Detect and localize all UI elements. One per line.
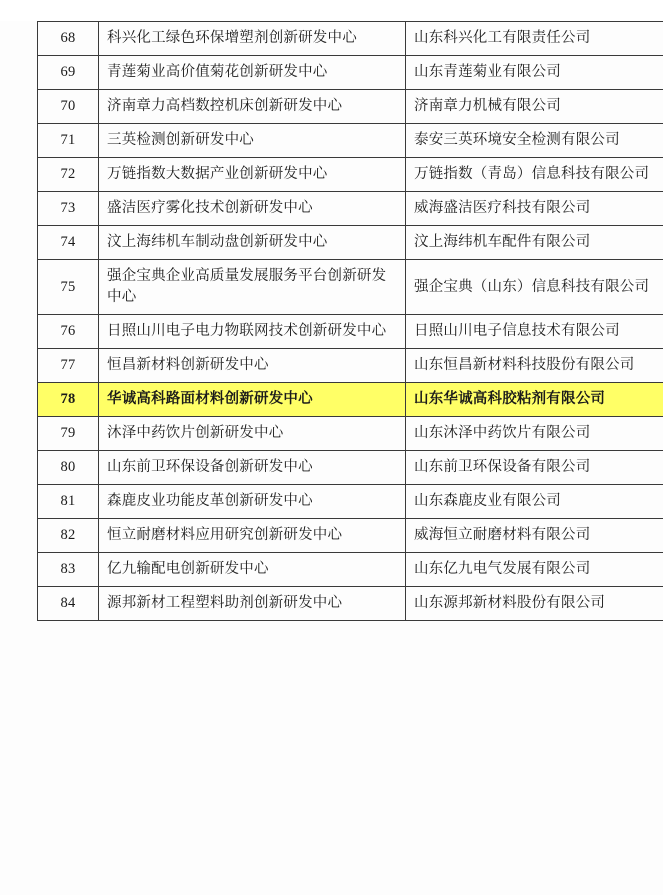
center-name-cell: 三英检测创新研发中心 [99,124,406,158]
organization-cell: 山东恒昌新材料科技股份有限公司 [406,349,663,383]
row-index-cell: 73 [38,192,99,226]
center-name-cell: 沐泽中药饮片创新研发中心 [99,417,406,451]
organization-cell: 山东沐泽中药饮片有限公司 [406,417,663,451]
row-index-cell: 70 [38,90,99,124]
organization-cell: 汶上海纬机车配件有限公司 [406,226,663,260]
table-row [38,158,663,192]
center-name-cell: 科兴化工绿色环保增塑剂创新研发中心 [99,22,406,56]
center-name-cell: 亿九输配电创新研发中心 [99,553,406,587]
organization-cell: 山东华诚高科胶粘剂有限公司 [406,383,663,417]
row-index-cell: 71 [38,124,99,158]
organization-cell: 威海恒立耐磨材料有限公司 [406,519,663,553]
row-index-cell: 72 [38,158,99,192]
table-row [38,553,663,587]
row-index-cell: 82 [38,519,99,553]
row-index-cell: 84 [38,587,99,621]
center-name-cell: 恒立耐磨材料应用研究创新研发中心 [99,519,406,553]
center-name-cell: 盛洁医疗雾化技术创新研发中心 [99,192,406,226]
table-row [38,315,663,349]
organization-cell: 济南章力机械有限公司 [406,90,663,124]
table-row [38,90,663,124]
document-page [0,21,663,895]
row-index-cell: 79 [38,417,99,451]
table-row [38,485,663,519]
row-index-cell: 83 [38,553,99,587]
center-name-cell: 万链指数大数据产业创新研发中心 [99,158,406,192]
table-row [38,124,663,158]
row-index-cell: 76 [38,315,99,349]
center-name-cell: 日照山川电子电力物联网技术创新研发中心 [99,315,406,349]
center-name-cell: 森鹿皮业功能皮革创新研发中心 [99,485,406,519]
organization-cell: 山东森鹿皮业有限公司 [406,485,663,519]
table-row [38,417,663,451]
center-name-cell: 强企宝典企业高质量发展服务平台创新研发中心 [99,260,406,315]
row-index-cell: 68 [38,22,99,56]
table-row [38,383,663,417]
table-row [38,260,663,315]
row-index-cell: 81 [38,485,99,519]
table-row [38,451,663,485]
row-index-cell: 75 [38,260,99,315]
organization-cell: 日照山川电子信息技术有限公司 [406,315,663,349]
innovation-center-table [37,21,663,621]
center-name-cell: 青莲菊业高价值菊花创新研发中心 [99,56,406,90]
organization-cell: 威海盛洁医疗科技有限公司 [406,192,663,226]
table-row [38,349,663,383]
organization-cell: 山东源邦新材料股份有限公司 [406,587,663,621]
center-name-cell: 山东前卫环保设备创新研发中心 [99,451,406,485]
organization-cell: 万链指数（青岛）信息科技有限公司 [406,158,663,192]
center-name-cell: 恒昌新材料创新研发中心 [99,349,406,383]
center-name-cell: 汶上海纬机车制动盘创新研发中心 [99,226,406,260]
center-name-cell: 华诚高科路面材料创新研发中心 [99,383,406,417]
table-row [38,22,663,56]
organization-cell: 山东亿九电气发展有限公司 [406,553,663,587]
organization-cell: 山东前卫环保设备有限公司 [406,451,663,485]
row-index-cell: 77 [38,349,99,383]
row-index-cell: 78 [38,383,99,417]
table-row [38,192,663,226]
organization-cell: 山东青莲菊业有限公司 [406,56,663,90]
organization-cell: 山东科兴化工有限责任公司 [406,22,663,56]
row-index-cell: 80 [38,451,99,485]
organization-cell: 强企宝典（山东）信息科技有限公司 [406,260,663,315]
organization-cell: 泰安三英环境安全检测有限公司 [406,124,663,158]
row-index-cell: 69 [38,56,99,90]
center-name-cell: 济南章力高档数控机床创新研发中心 [99,90,406,124]
row-index-cell: 74 [38,226,99,260]
table-row [38,226,663,260]
center-name-cell: 源邦新材工程塑料助剂创新研发中心 [99,587,406,621]
table-row [38,56,663,90]
table-row [38,587,663,621]
table-body [38,22,663,621]
table-row [38,519,663,553]
